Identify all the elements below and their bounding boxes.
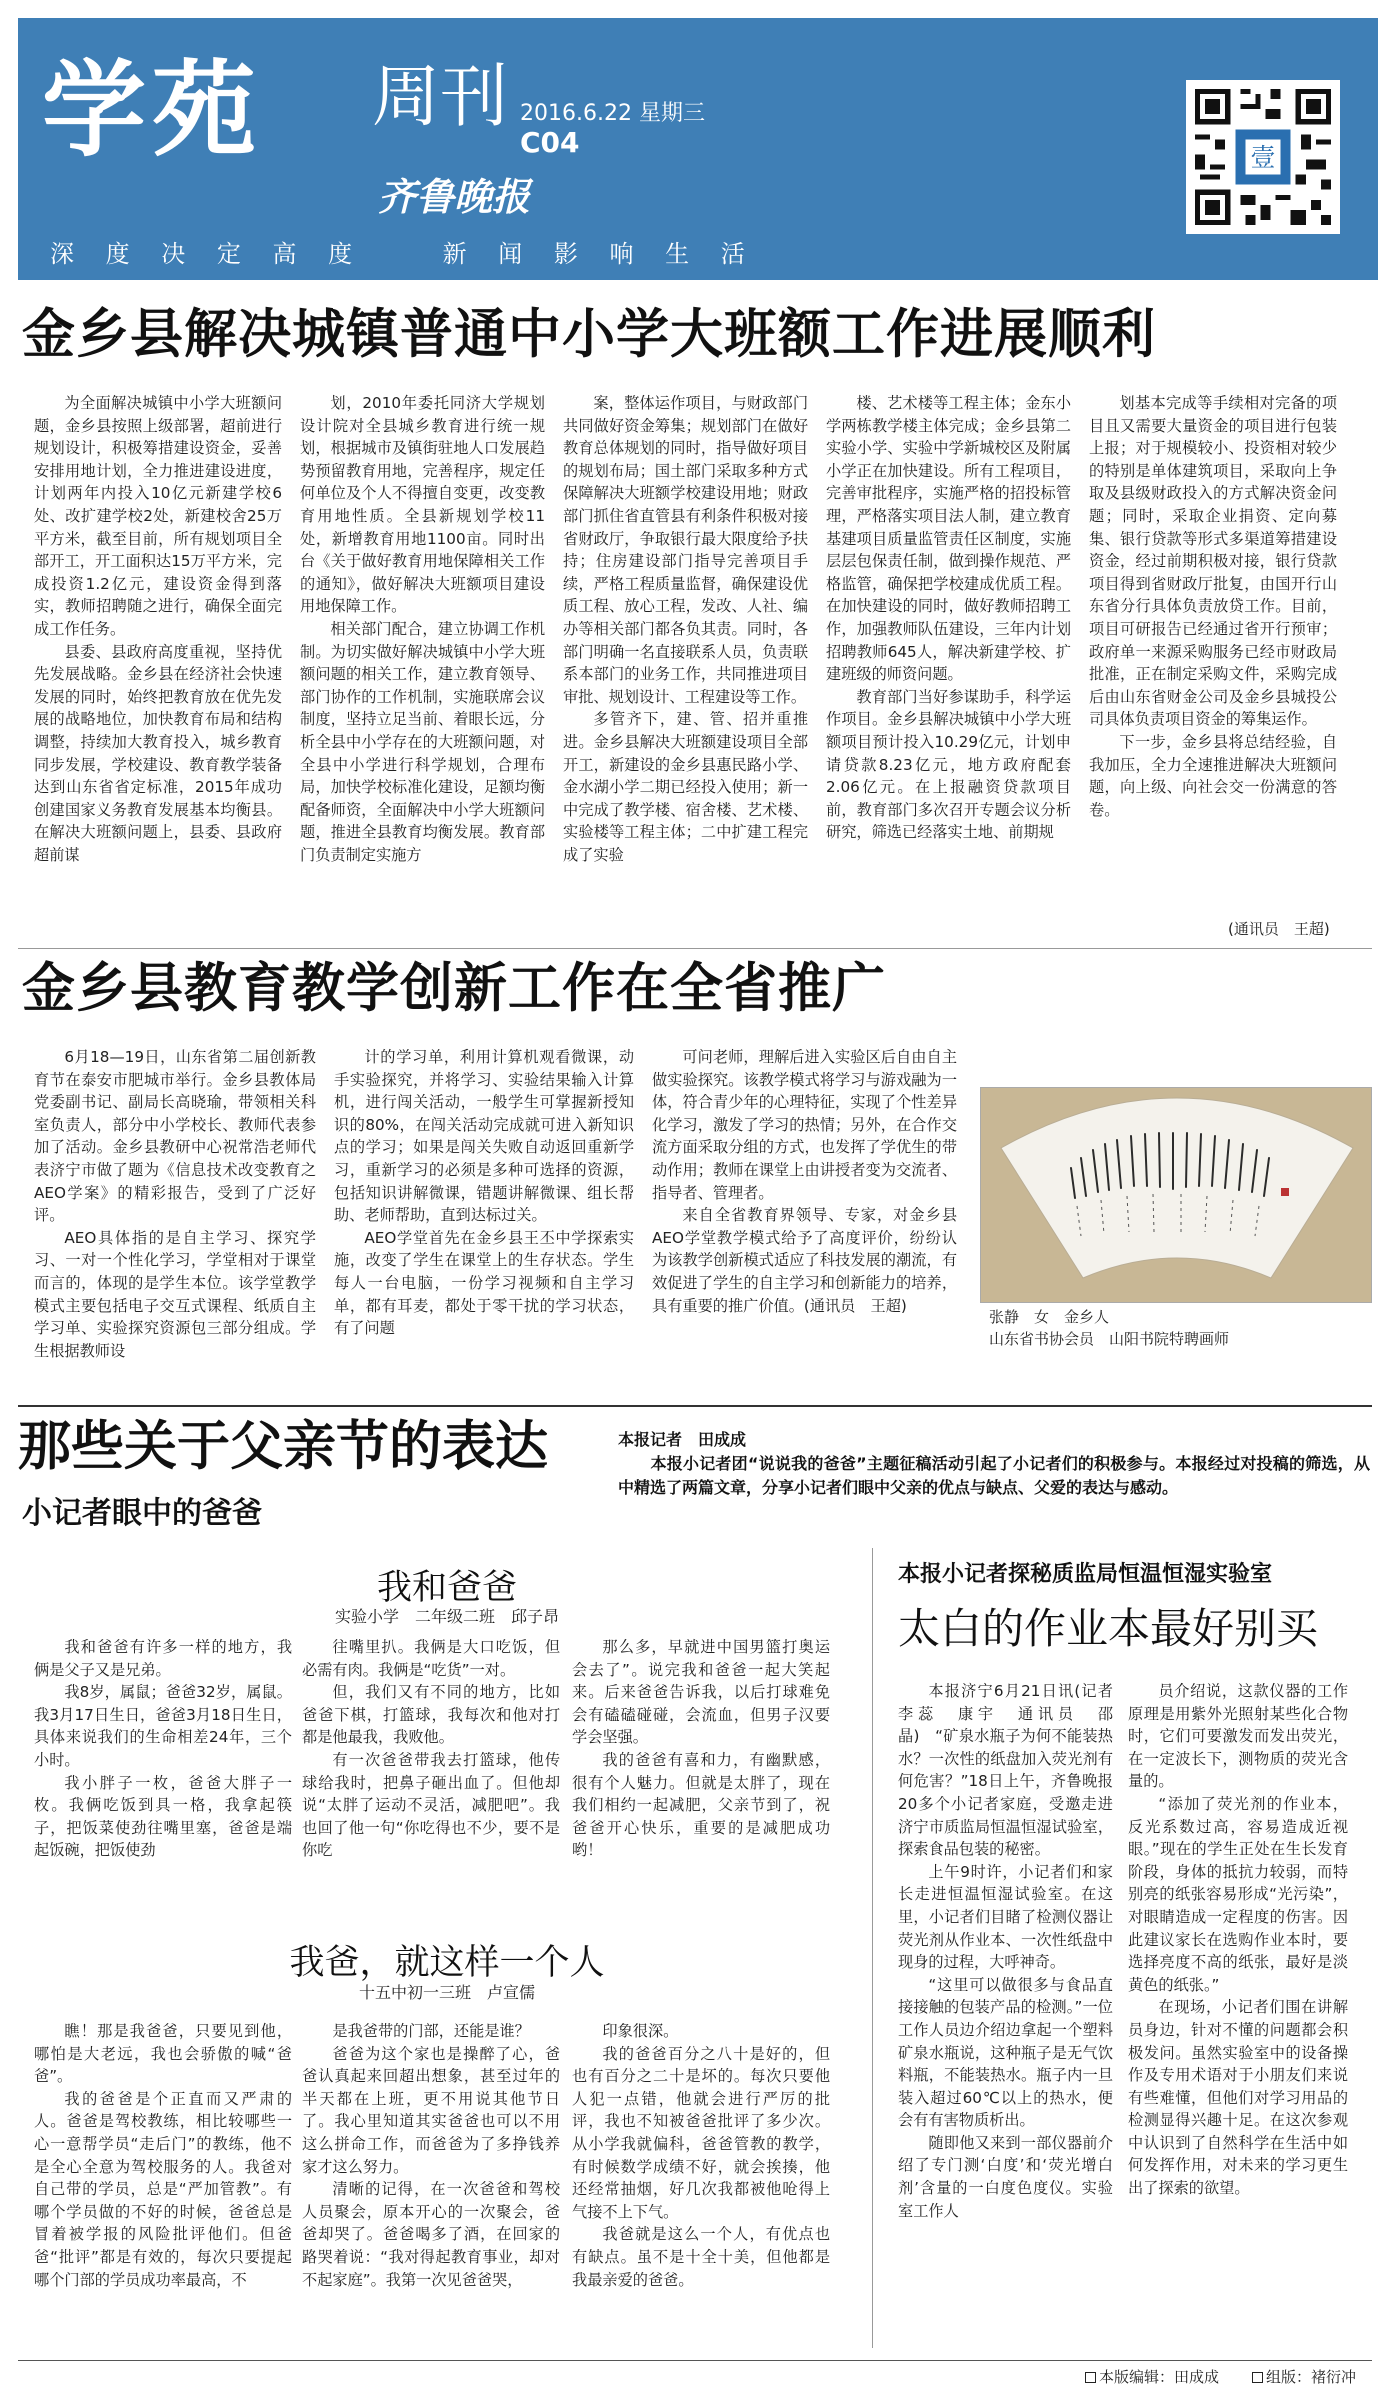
paragraph: 但，我们又有不同的地方，比如爸爸下棋，打篮球，我每次和他对打都是他最我，我败他。 (302, 1683, 560, 1747)
paragraph: 往嘴里扒。我俩是大口吃饭，但必需有肉。我俩是“吃货”一对。 (302, 1638, 560, 1679)
paragraph: 多管齐下，建、管、招并重推进。金乡县解决大班额建设项目全部开工，新建设的金乡县惠民路小学、金水湖小学二期已经投入使用；新一中完成了教学楼、宿舍楼、艺术楼、实验楼等工程主体；二中扩建工程完成了实验 (563, 710, 808, 864)
fan-calligraphy-image (980, 1087, 1372, 1303)
paragraph: AEO具体指的是自主学习、探究学习、一对一个性化学习，学堂相对于课堂而言的，体现的是学生本位。该学堂教学模式主要包括电子交互式课程、纸质自主学习单、实验探究资源包三部分组成。学生根据教师设 (34, 1228, 316, 1360)
story2-col-2 (302, 2020, 560, 2291)
story3-title: 太白的作业本最好别买 (898, 1604, 1319, 1653)
paragraph: 我的爸爸百分之八十是好的，但也有百分之二十是坏的。每次只要他人犯一点错，他就会进行严厉的批评，我也不知被爸爸批评了多少次。从小学我就偏科，爸爸管教的教学，有时候数学成绩不好，就会挨揍，他还经常抽烟，好几次我都被他呛得上气接不上下气。 (572, 2044, 830, 2221)
paragraph: 有一次爸爸带我去打篮球，他传球给我时，把鼻子砸出血了。但他却说“太胖了运动不灵活，减肥吧”。我也回了他一句“你吃得也不少，要不是你吃 (302, 1750, 560, 1860)
article1-col-4 (826, 392, 1071, 844)
paragraph: 下一步，金乡县将总结经验，自我加压，全力全速推进解决大班额问题，向上级、向社会交一份满意的答卷。 (1089, 732, 1337, 819)
paragraph: 我的爸爸是个正直而又严肃的人。爸爸是驾校教练，相比较哪些一心一意帮学员“走后门”的教练，他不是全心全意为驾校服务的人。我爸对自己带的学员，总是“严加管教”。有哪个学员做的不好的时候，爸爸总是冒着被学报的风险批评他们。但爸爸“批评”都是有效的，每次只要提起哪个门部的学员成功率最高，不 (34, 2089, 292, 2289)
story2-col-1 (34, 2020, 292, 2291)
paragraph: 上午9时许，小记者们和家长走进恒温恒湿试验室。在这里，小记者们目睹了检测仪器让荧光剂从作业本、一次性纸盘中现身的过程，大呼神奇。 (898, 1862, 1113, 1972)
paragraph: 6月18—19日，山东省第二届创新教育节在泰安市肥城市举行。金乡县教体局党委副书记、副局长高晓瑜，带领相关科室负责人，部分中小学校长、教师代表参加了活动。金乡县教研中心祝常浩老师代表济宁市做了题为《信息技术改变教育之AEO学案》的精彩报告，受到了广泛好评。 (34, 1048, 316, 1225)
paragraph: 在现场，小记者们围在讲解员身边，针对不懂的问题都会积极发问。虽然实验室中的设备操作及专用术语对于小朋友们来说有些难懂，但他们对学习用品的检测显得兴趣十足。在这次参观中认识到了自然科学在生活中如何发挥作用，对未来的学习更生出了探索的欲望。 (1128, 1998, 1348, 2198)
divider (872, 1548, 873, 2348)
masthead-paper-name: 齐鲁晚报 (378, 174, 531, 219)
paragraph: 教育部门当好参谋助手，科学运作项目。金乡县解决城镇中小学大班额项目预计投入10.29亿元，计划申请贷款8.23亿元，地方政府配套2.06亿元。在上报融资贷款项目前，教育部门多次召开专题会议分析研究，筛选已经落实土地、前期规 (826, 687, 1071, 842)
paragraph: 楼、艺术楼等工程主体；金东小学两栋教学楼主体完成；金乡县第二实验小学、实验中学新城校区及附属小学正在加快建设。所有工程项目，完善审批程序，实施严格的招投标管理，严格落实项目法人制，建立教育基建项目质量监管责任区制度，实施层层包保责任制，做到操作规范、严格监管，确保把学校建成优质工程。在加快建设的同时，做好教师招聘工作，加强教师队伍建设，三年内计划招聘教师645人，解决新建学校、扩建班级的师资问题。 (826, 394, 1071, 684)
story1-col-1 (34, 1636, 292, 1862)
paragraph: 可问老师，理解后进入实验区后自由自主做实验探究。该教学模式将学习与游戏融为一体，符合青少年的心理特征，实现了个性差异化学习，激发了学习的热情；另外，在合作交流方面采取分组的方式，也发挥了学优生的带动作用；教师在课堂上由讲授者变为交流者、指导者、管理者。 (652, 1048, 957, 1202)
article1-col-5 (1089, 392, 1337, 821)
paragraph: 员介绍说，这款仪器的工作原理是用紫外光照射某些化合物时，它们可要激发而发出荧光，在一定波长下，测物质的荧光含量的。 (1128, 1682, 1348, 1791)
paragraph: 印象很深。 (602, 2022, 679, 2040)
paragraph: 为全面解决城镇中小学大班额问题，金乡县按照上级部署，超前进行规划设计，积极筹措建设资金，妥善安排用地计划，全力推进建设进度，计划两年内投入10亿元新建学校6处、改扩建学校2处，新建校舍25万平方米，截至目前，所有规划项目全部开工，开工面积达15万平方米，完成投资1.2亿元，建设资金得到落实，教师招聘随之进行，确保全面完成工作任务。 (34, 394, 282, 638)
qr-code-icon (1186, 80, 1340, 234)
divider (18, 1405, 1372, 1407)
paragraph: 我的爸爸有喜和力，有幽默感，很有个人魅力。但就是太胖了，现在我们相约一起减肥，父亲节到了，祝爸爸开心快乐，重要的是减肥成功哟！ (572, 1750, 830, 1860)
masthead-slogan: 深 度 决 定 高 度 新 闻 影 响 生 活 (50, 240, 757, 268)
masthead-page: C04 (520, 126, 580, 159)
divider (18, 948, 1372, 949)
svg-text:壹: 壹 (1250, 143, 1276, 173)
article1-col-1 (34, 392, 282, 866)
article1-col-3 (563, 392, 808, 866)
section3-lead: 本报记者 田成成 本报小记者团“说说我的爸爸”主题征稿活动引起了小记者们的积极参与。本报经过对投稿的筛选，从中精选了两篇文章，分享小记者们眼中父亲的优点与缺点、父爱的表达与感动。 (618, 1430, 1370, 1497)
paragraph: 案，整体运作项目，与财政部门共同做好资金筹集；规划部门在做好教育总体规划的同时，指导做好项目的规划布局；国土部门采取多种方式保障解决大班额学校建设用地；财政部门抓住省直管县有利条件积极对接省财政厅，争取银行最大限度给予扶持；住房建设部门指导完善项目手续，严格工程质量监督，确保建设优质工程、放心工程，发改、人社、编办等相关部门都各负其责。同时，各部门明确一名直接联系人员，负责联系本部门的业务工作，共同推进项目审批、规划设计、工程建设等工作。 (563, 394, 808, 706)
story3-kicker: 本报小记者探秘质监局恒温恒湿实验室 (898, 1562, 1273, 1587)
paragraph: 划基本完成等手续相对完备的项目且又需要大量资金的项目进行包装上报；对于规模较小、投资相对较少的特别是单体建筑项目，采取向上争取及县级财政投入的方式解决资金问题；同时，采取企业捐资、定向募集、银行贷款等形式多渠道筹措建设资金，经过前期积极对接，银行贷款项目得到省财政厅批复，由国开行山东省分行具体负责放贷工作。目前，项目可研报告已经通过省开行预审；政府单一来源采购服务已经市财政局批准，正在制定采购文件，采购完成后由山东省财金公司及金乡县城投公司具体负责项目资金的筹集运作。 (1089, 394, 1337, 729)
paragraph: “这里可以做很多与食品直接接触的包装产品的检测。”一位工作人员边介绍边拿起一个塑料矿泉水瓶说，这种瓶子是无气饮料瓶，不能装热水。瓶子内一旦装入超过60℃以上的热水，便会有有害物质析出。 (898, 1975, 1113, 2130)
paragraph: 瞧！那是我爸爸，只要见到他，哪怕是大老远，我也会骄傲的喊“爸爸”。 (34, 2022, 292, 2086)
paragraph: “添加了荧光剂的作业本，反光系数过高，容易造成近视眼。”现在的学生正处在生长发育阶段，身体的抵抗力较弱，而特别亮的纸张容易形成“光污染”，对眼睛造成一定程度的伤害。因此建议家长在选购作业本时，要选择亮度不高的纸张，最好是淡黄色的纸张。” (1128, 1794, 1348, 1994)
paragraph: 我爸就是这么一个人，有优点也有缺点。虽不是十全十美，但他都是我最亲爱的爸爸。 (572, 2225, 830, 2289)
paragraph: 随即他又来到一部仪器前介绍了专门测‘白度’和‘荧光增白剂’含量的一白度色度仪。实验室工作人 (898, 2133, 1113, 2220)
paragraph: 我8岁，属鼠；爸爸32岁，属鼠。我3月17日生日，爸爸3月18日生日，具体来说我们的生命相差24年，三个小时。 (34, 1683, 292, 1769)
article1-title: 金乡县解决城镇普通中小学大班额工作进展顺利 (22, 304, 1156, 365)
divider (18, 2360, 1372, 2361)
masthead-date: 2016.6.22 星期三 (520, 101, 705, 126)
footer-designer: 组版：褚衍冲 (1252, 2366, 1356, 2387)
story2-byline: 十五中初一三班 卢宣儒 (358, 1983, 535, 2002)
paragraph: AEO学堂首先在金乡县王丕中学探索实施，改变了学生在课堂上的生存状态。学生每人一台电脑，一份学习视频和自主学习单，都有耳麦，都处于零干扰的学习状态，有了问题 (334, 1228, 634, 1338)
paragraph: 县委、县政府高度重视，坚持优先发展战略。金乡县在经济社会快速发展的同时，始终把教育放在优先发展的战略地位，加快教育布局和结构调整，持续加大教育投入，城乡教育同步发展，学校建设、教育教学装备达到山东省省定标准，2015年成功创建国家义务教育发展基本均衡县。在解决大班额问题上，县委、县政府超前谋 (34, 642, 282, 864)
paragraph: 来自全省教育界领导、专家，对金乡县AEO学堂教学模式给予了高度评价，纷纷认为该教学创新模式适应了科技发展的潮流，有效促进了学生的自主学习和创新能力的培养，具有重要的推广价值。(通讯员 王超) (652, 1206, 957, 1315)
paragraph: 清晰的记得，在一次爸爸和驾校人员聚会，原本开心的一次聚会，爸爸却哭了。爸爸喝多了酒，在回家的路哭着说：“我对得起教育事业，却对不起家庭”。我第一次见爸爸哭， (302, 2180, 560, 2289)
article2-col-3 (652, 1046, 957, 1317)
article2-col-1 (34, 1046, 316, 1362)
masthead-title: 学苑 (42, 49, 263, 171)
fan-caption: 张静 女 金乡人 山东省书协会员 山阳书院特聘画师 (989, 1308, 1230, 1348)
paragraph: 我小胖子一枚，爸爸大胖子一枚。我俩吃饭到具一格，我拿起筷子，把饭菜使劲往嘴里塞，爸爸是端起饭碗，把饭使劲 (34, 1773, 292, 1860)
section3-title: 那些关于父亲节的表达 (18, 1416, 548, 1477)
paragraph: 我和爸爸有许多一样的地方，我俩是父子又是兄弟。 (34, 1638, 292, 1679)
story1-col-2 (302, 1636, 560, 1862)
story1-col-3 (572, 1636, 830, 1862)
footer-editor: 本版编辑：田成成 (1085, 2366, 1219, 2387)
story3-col-2 (1128, 1680, 1348, 2200)
story2-col-3 (572, 2020, 830, 2291)
article1-col-2 (300, 392, 545, 866)
story2-title: 我爸，就这样一个人 (289, 1943, 605, 1983)
story1-byline: 实验小学 二年级二班 邱子昂 (334, 1607, 559, 1626)
story3-col-1 (898, 1680, 1129, 2222)
article2-col-2 (334, 1046, 634, 1340)
paragraph: 计的学习单，利用计算机观看微课，动手实验探究，并将学习、实验结果输入计算机，进行闯关活动，一般学生可掌握新授知识的80%，在闯关活动完成就可进入新知识点的学习；如果是闯关失败自动返回重新学习，重新学习的必须是多种可选择的资源，包括知识讲解微课，错题讲解微课、组长帮助、老师帮助，直到达标过关。 (334, 1048, 634, 1225)
article2-title: 金乡县教育教学创新工作在全省推广 (22, 958, 886, 1019)
masthead-zhoukan: 周刊 (372, 58, 509, 137)
paragraph: 那么多，早就进中国男篮打奥运会去了”。说完我和爸爸一起大笑起来。后来爸爸告诉我，以后打球难免会有磕磕碰碰，会流血，但男子汉要学会坚强。 (572, 1638, 830, 1747)
paragraph: 划，2010年委托同济大学规划设计院对全县城乡教育进行统一规划，根据城市及镇街驻地人口发展趋势预留教育用地，完善程序，规定任何单位及个人不得擅自变更，改变教育用地性质。全县新规划学校11处，新增教育用地1100亩。同时出台《关于做好教育用地保障相关工作的通知》，做好解决大班额项目建设用地保障工作。 (300, 394, 545, 616)
paragraph: 是我爸带的门部，还能是谁？ (332, 2022, 530, 2040)
paragraph: 爸爸为这个家也是操醉了心，爸爸认真起来回超出想象，甚至过年的半天都在上班，更不用说其他节日了。我心里知道其实爸爸也可以不用这么拼命工作，而爸爸为了多挣钱养家才这么努力。 (302, 2044, 560, 2176)
article1-signature: (通讯员 王超) (1228, 920, 1330, 938)
paragraph: 本报济宁6月21日讯(记者 李蕊 康宇 通讯员 邵晶) “矿泉水瓶子为何不能装热水？一次性的纸盘加入荧光剂有何危害？”18日上午，齐鲁晚报20多个小记者家庭，受邀走进济宁市质监局恒温恒湿试验室，探索食品包装的秘密。 (898, 1682, 1129, 1859)
story1-title: 我和爸爸 (376, 1568, 517, 1608)
paragraph: 相关部门配合，建立协调工作机制。为切实做好解决城镇中小学大班额问题的相关工作，建立教育领导、部门协作的工作机制，实施联席会议制度，坚持立足当前、着眼长远，分析全县中小学存在的大班额问题，对全县中小学进行科学规划，合理布局，加快学校标准化建设，足额均衡配备师资，全面解决中小学大班额问题，推进全县教育均衡发展。教育部门负责制定实施方 (300, 619, 545, 864)
section3-subtitle: 小记者眼中的爸爸 (22, 1496, 262, 1531)
